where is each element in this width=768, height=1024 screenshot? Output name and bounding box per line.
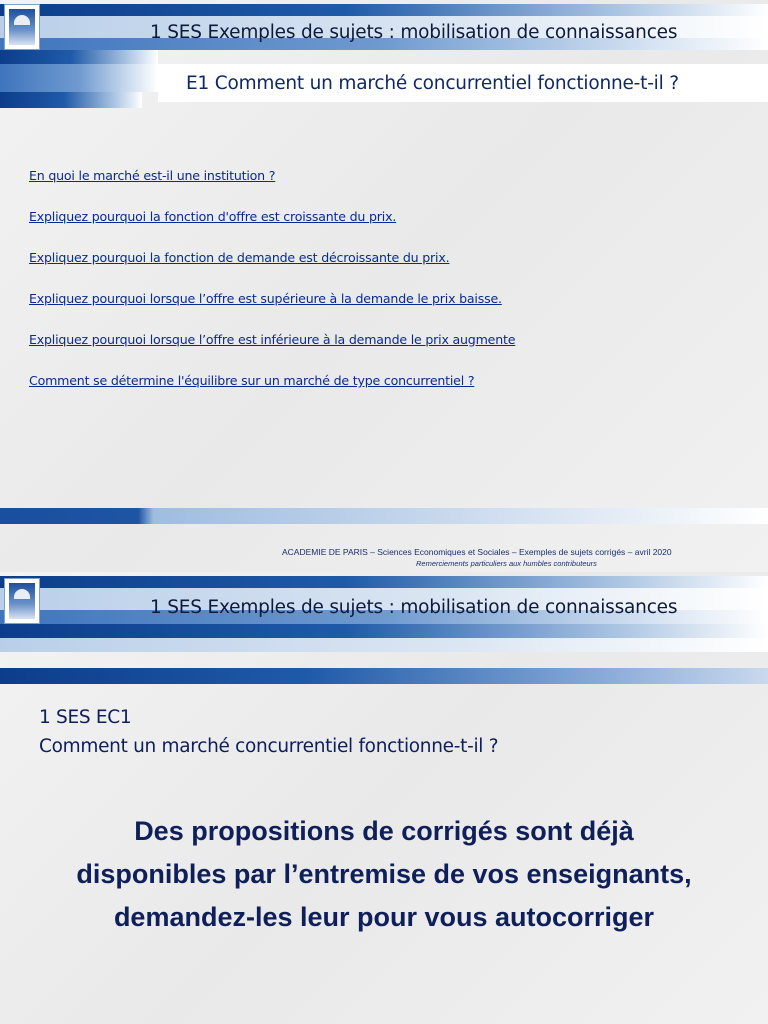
page-title: 1 SES Exemples de sujets : mobilisation de connaissances xyxy=(150,597,678,618)
message-line: disponibles par l’entremise de vos enseignants, xyxy=(76,859,692,889)
header-stripe xyxy=(0,50,158,64)
header-stripe xyxy=(0,4,768,16)
header-stripe xyxy=(0,92,142,108)
ec-code: 1 SES EC1 xyxy=(39,707,132,728)
header-stripe xyxy=(0,576,768,588)
question-link[interactable]: En quoi le marché est-il une institution ? xyxy=(29,168,276,183)
message-line: Des propositions de corrigés sont déjà xyxy=(134,816,634,846)
academy-logo xyxy=(4,578,40,624)
availability-message xyxy=(0,810,768,939)
header-stripe xyxy=(0,668,768,684)
slide-2 xyxy=(0,572,768,1024)
question-link[interactable]: Expliquez pourquoi la fonction de demande est décroissante du prix. xyxy=(29,250,450,265)
question-list xyxy=(29,168,515,414)
message-line: demandez-les leur pour vous autocorriger xyxy=(113,902,655,932)
question-link[interactable]: Comment se détermine l'équilibre sur un marché de type concurrentiel ? xyxy=(29,373,475,388)
footer-credit: ACADEMIE DE PARIS – Sciences Economiques et Sociales – Exemples de sujets corrigés – avril 2020 xyxy=(282,547,672,557)
header-stripe xyxy=(0,64,158,92)
academy-logo xyxy=(4,4,40,50)
footer-thanks: Remerciements particuliers aux humbles contributeurs xyxy=(416,559,597,568)
question-link[interactable]: Expliquez pourquoi lorsque l’offre est supérieure à la demande le prix baisse. xyxy=(29,291,502,306)
question-link[interactable]: Expliquez pourquoi la fonction d'offre est croissante du prix. xyxy=(29,209,397,224)
header-stripe xyxy=(0,624,768,638)
page-title: 1 SES Exemples de sujets : mobilisation de connaissances xyxy=(150,22,678,43)
footer-stripe xyxy=(0,508,768,524)
ec-question: Comment un marché concurrentiel fonctionne-t-il ? xyxy=(39,736,499,757)
question-link[interactable]: Expliquez pourquoi lorsque l’offre est inférieure à la demande le prix augmente xyxy=(29,332,516,347)
header-stripe xyxy=(0,638,768,652)
page-subtitle: E1 Comment un marché concurrentiel fonctionne-t-il ? xyxy=(186,73,679,94)
